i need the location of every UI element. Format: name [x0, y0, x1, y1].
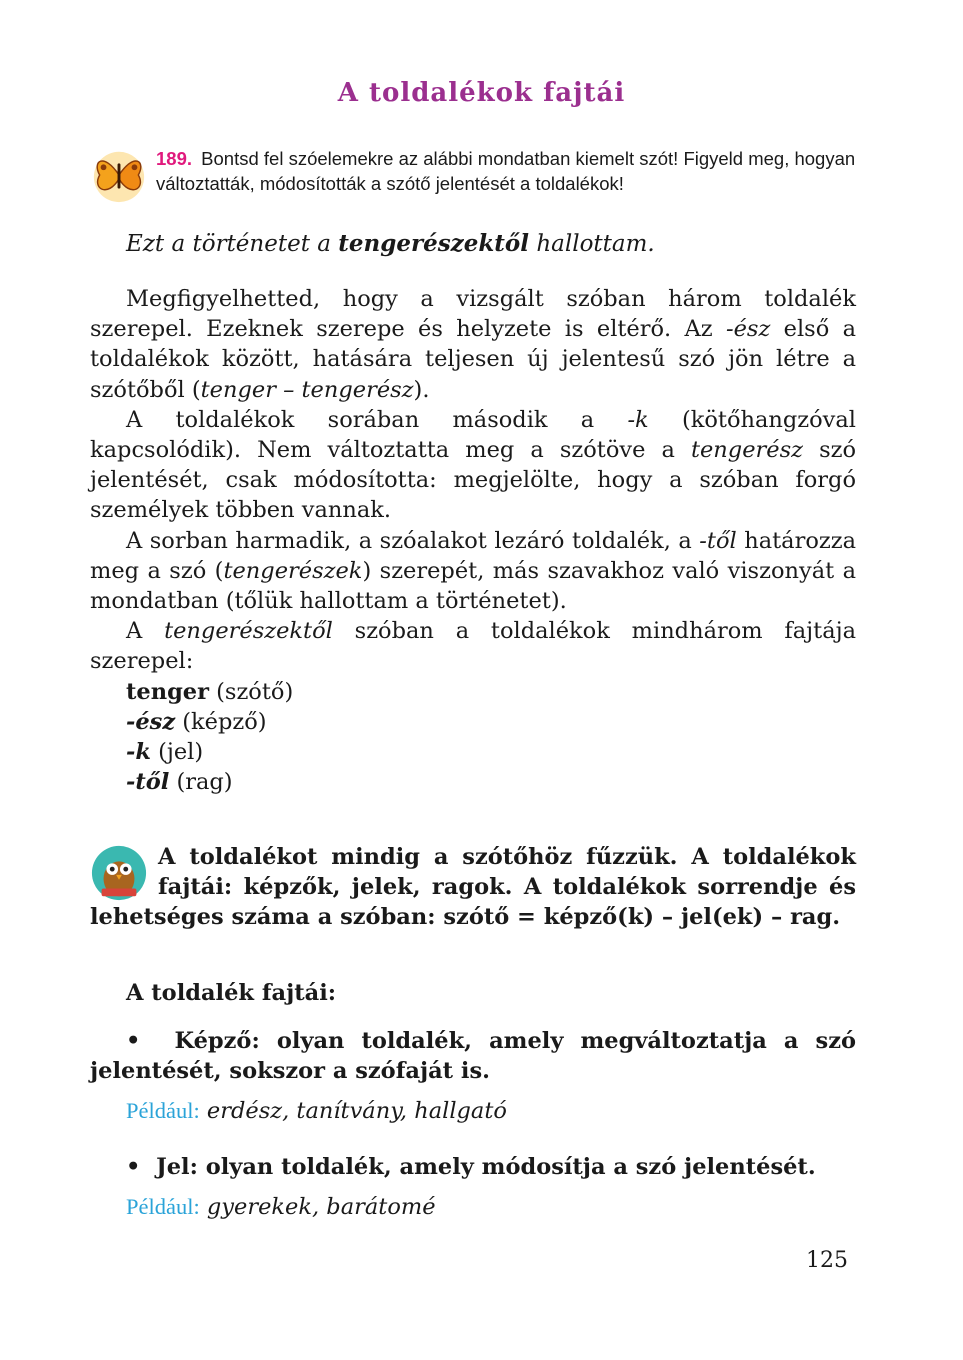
exercise-instruction: Bontsd fel szóelemekre az alábbi mondatban kiemelt szót! Figyeld meg, hogyan változtatták, módosították a szótő jelentését a toldalékok!	[156, 148, 856, 194]
butterfly-icon	[90, 146, 148, 204]
exercise-189	[90, 146, 870, 196]
example-before: Ezt a történetet a	[126, 231, 331, 257]
sub-heading: A toldalék fajtái:	[126, 980, 337, 1006]
example-highlight: tengerészektől	[338, 230, 530, 257]
page-title: A toldalékok fajtái	[337, 78, 626, 108]
rule-box	[90, 842, 856, 933]
paragraph-1: Megfigyelhetted, hogy a vizsgált szóban három toldalék szerepel. Ezeknek szerepe és helyzete is eltérő. Az -ész első a toldalékok között, hatására teljesen új jelentesű szó jön létre a szótőből (tenger – tengerész).	[90, 286, 857, 403]
word-part: -ész (képző)	[126, 708, 267, 735]
bullet-marker: •	[126, 1028, 141, 1054]
example-words: erdész, tanítvány, hallgató	[206, 1098, 507, 1124]
bullet-kepzo	[90, 1026, 856, 1086]
example-sentence	[126, 230, 655, 257]
example-label: Például:	[126, 1194, 200, 1219]
example-kepzo	[126, 1098, 507, 1124]
word-part: tenger (szótő)	[126, 678, 294, 705]
word-parts-list	[126, 677, 856, 798]
exercise-number: 189.	[156, 148, 193, 169]
owl-icon	[90, 844, 148, 902]
example-jel	[126, 1194, 436, 1220]
word-part: -től (rag)	[126, 769, 233, 796]
paragraph-4: A tengerészektől szóban a toldalékok mindhárom fajtája szerepel:	[90, 618, 856, 675]
bullet-text: Jel: olyan toldalék, amely módosítja a szó jelentését.	[156, 1154, 816, 1180]
bullet-marker: •	[126, 1154, 141, 1180]
explanation	[90, 284, 856, 797]
bullet-jel	[90, 1152, 856, 1182]
paragraph-3: A sorban harmadik, a szóalakot lezáró toldalék, a -től határozza meg a szó (tengerészek) szerepét, más szavakhoz való viszonyát a mondatban (tőlük hallottam a történetet).	[90, 527, 856, 615]
word-part: -k (jel)	[126, 739, 204, 766]
exercise-text	[156, 146, 870, 196]
example-after: hallottam.	[536, 231, 655, 257]
paragraph-2: A toldalékok sorában második a -k (kötőhangzóval kapcsolódik). Nem változtatta meg a szótöve a tengerész szó jelentését, csak módosította: megjelölte, hogy a szóban forgó személyek többen vannak.	[90, 406, 857, 524]
example-words: gyerekek, barátomé	[206, 1194, 436, 1220]
example-label: Például:	[126, 1098, 200, 1123]
bullet-text: Képző: olyan toldalék, amely megváltoztatja a szó jelentését, sokszor a szófaját is.	[90, 1028, 856, 1085]
rule-text: A toldalékot mindig a szótőhöz fűzzük. A toldalékok fajtái: képzők, jelek, ragok. A toldalékok sorrendje és lehetséges száma a szóban: szótő = képző(k) – jel(ek) – rag.	[90, 844, 856, 931]
page-number: 125	[806, 1248, 848, 1273]
